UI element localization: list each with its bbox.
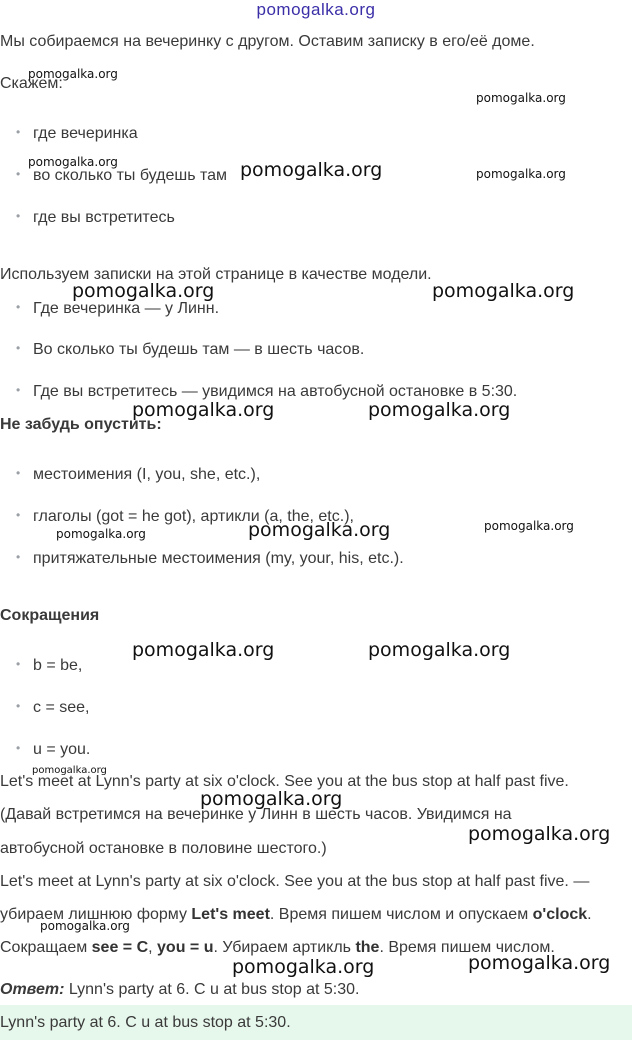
watermark: pomogalka.org — [476, 91, 566, 105]
omit-label: Не забудь опустить: — [0, 416, 162, 433]
bullet-icon: • — [16, 550, 21, 564]
watermark: pomogalka.org — [132, 399, 275, 421]
abbr-label: Сокращения — [0, 607, 100, 624]
list-item: • b = be, — [16, 657, 83, 674]
watermark: pomogalka.org — [40, 919, 130, 933]
list-item: • где вечеринка — [16, 125, 138, 142]
list-item: • Где вечеринка — у Линн. — [16, 300, 220, 317]
watermark: pomogalka.org — [468, 823, 611, 845]
bullet-icon: • — [16, 508, 21, 522]
bullet-icon: • — [16, 341, 21, 355]
bullet-icon: • — [16, 383, 21, 397]
bullet-icon: • — [16, 167, 21, 181]
bullet-icon: • — [16, 300, 21, 314]
example-en: Let's meet at Lynn's party at six o'clock. See you at the bus stop at half past five. — [0, 773, 569, 790]
list-item: • Во сколько ты будешь там — в шесть часов. — [16, 341, 365, 358]
watermark: pomogalka.org — [232, 956, 375, 978]
answer-box: Lynn's party at 6. C u at bus stop at 5:30. — [0, 1005, 632, 1040]
bullet-icon: • — [16, 657, 21, 671]
watermark: pomogalka.org — [28, 155, 118, 169]
watermark: pomogalka.org — [468, 952, 611, 974]
explain-line-1: Let's meet at Lynn's party at six o'clock. See you at the bus stop at half past five. — — [0, 873, 590, 890]
explain-line-2: убираем лишнюю форму Let's meet. Время пишем числом и опускаем o'clock. — [0, 906, 592, 923]
list-item: • глаголы (got = he got), артикли (a, the, etc.), — [16, 508, 354, 525]
watermark: pomogalka.org — [56, 527, 146, 541]
list-item: • во сколько ты будешь там — [16, 167, 228, 184]
bullet-icon: • — [16, 741, 21, 755]
site-title[interactable]: pomogalka.org — [256, 0, 376, 19]
watermark: pomogalka.org — [432, 280, 575, 302]
bullet-icon: • — [16, 699, 21, 713]
list-item: • притяжательные местоимения (my, your, his, etc.). — [16, 550, 404, 567]
list-item: • Где вы встретитесь — увидимся на автобусной остановке в 5:30. — [16, 383, 518, 400]
answer-line: Ответ: Lynn's party at 6. C u at bus stop at 5:30. — [0, 981, 360, 998]
watermark: pomogalka.org — [28, 67, 118, 81]
list-item: • u = you. — [16, 741, 91, 758]
bullet-icon: • — [16, 466, 21, 480]
answer-label: Ответ: — [0, 981, 65, 998]
watermark: pomogalka.org — [248, 519, 391, 541]
watermark: pomogalka.org — [368, 399, 511, 421]
example-ru-line-2: автобусной остановке в половине шестого.) — [0, 840, 327, 857]
bullet-icon: • — [16, 209, 21, 223]
watermark: pomogalka.org — [72, 280, 215, 302]
bullet-icon: • — [16, 125, 21, 139]
list-item: • где вы встретитесь — [16, 209, 175, 226]
example-ru-line-1: (Давай встретимся на вечеринке у Линн в шесть часов. Увидимся на — [0, 806, 512, 823]
list-item: • c = see, — [16, 699, 90, 716]
watermark: pomogalka.org — [484, 519, 574, 533]
say-label: Скажем: — [0, 75, 63, 92]
watermark: pomogalka.org — [132, 639, 275, 661]
explain-line-3: Сокращаем see = C, you = u. Убираем артикль the. Время пишем числом. — [0, 939, 555, 956]
watermark: pomogalka.org — [368, 639, 511, 661]
model-intro: Используем записки на этой странице в качестве модели. — [0, 266, 432, 283]
watermark: pomogalka.org — [200, 788, 343, 810]
intro-text: Мы собираемся на вечеринку с другом. Оставим записку в его/её доме. — [0, 33, 535, 50]
watermark: pomogalka.org — [240, 159, 383, 181]
watermark: pomogalka.org — [32, 765, 107, 776]
watermark: pomogalka.org — [476, 167, 566, 181]
list-item: • местоимения (I, you, she, etc.), — [16, 466, 261, 483]
